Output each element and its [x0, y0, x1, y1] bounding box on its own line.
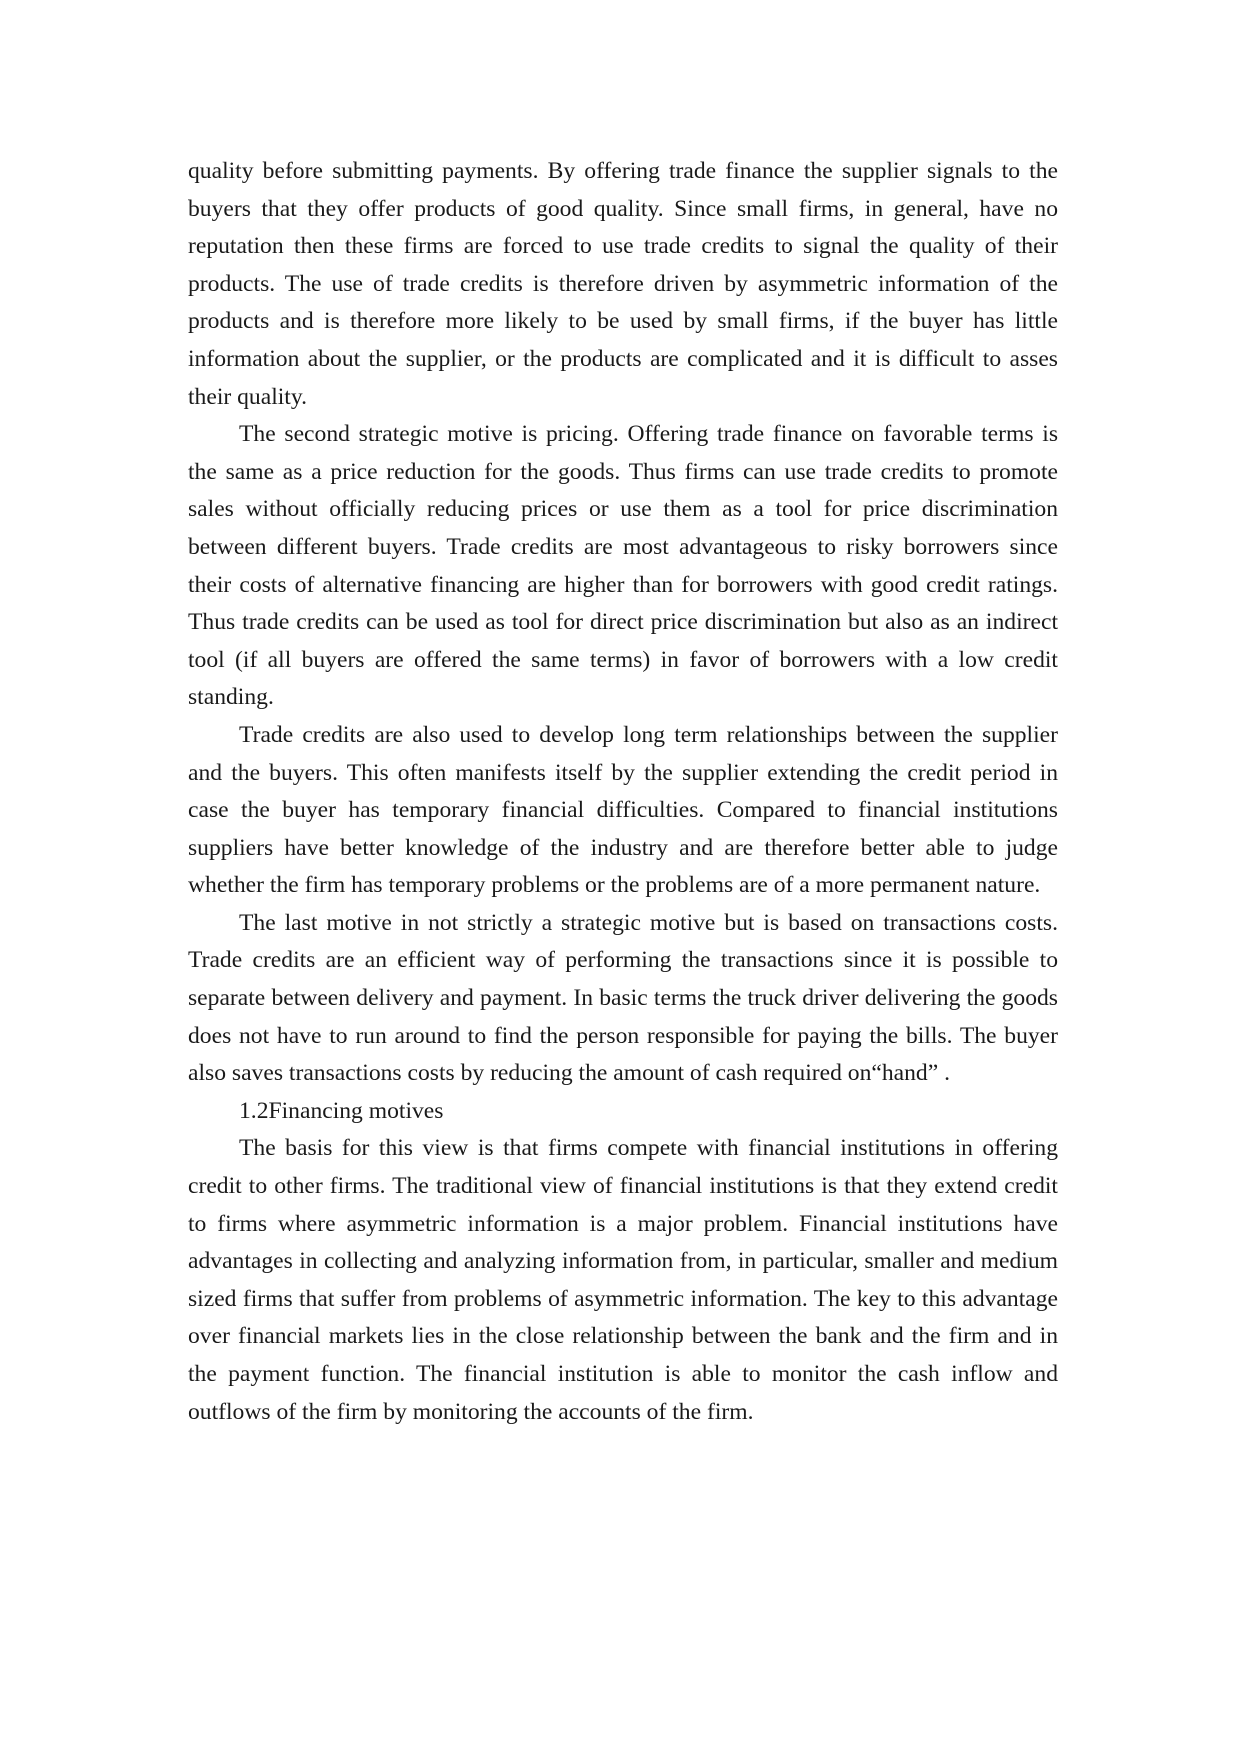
paragraph-financing-motives: The basis for this view is that firms compete with financial institutions in offering credit to other firms. The traditional view of financial institutions is that they extend credit to firms where asymmetric information is a major problem. Financial institutions have advantages in collecting and analyzing information from, in particular, smaller and medium sized firms that suffer from problems of asymmetric information. The key to this advantage over financial markets lies in the close relationship between the bank and the firm and in the payment function. The financial institution is able to monitor the cash inflow and outflows of the firm by monitoring the accounts of the firm. [188, 1135, 1058, 1425]
paragraph-long-term-relationships: Trade credits are also used to develop long term relationships between the supplier and the buyers. This often manifests itself by the supplier extending the credit period in case the buyer has temporary financial difficulties. Compared to financial institutions suppliers have better knowledge of the industry and are therefore better able to judge whether the firm has temporary problems or the problems are of a more permanent nature. [188, 721, 1058, 899]
document-body [188, 153, 1058, 1431]
paragraph-transaction-costs: The last motive in not strictly a strategic motive but is based on transactions costs. Trade credits are an efficient way of performing the transactions since it is possible to separate between delivery and payment. In basic terms the truck driver delivering the goods does not have to run around to find the person responsible for paying the bills. The buyer also saves transactions costs by reducing the amount of cash required on“hand” . [188, 909, 1058, 1087]
paragraph-quality-signal: quality before submitting payments. By offering trade finance the supplier signals to the buyers that they offer products of good quality. Since small firms, in general, have no reputation then these firms are forced to use trade credits to signal the quality of their products. The use of trade credits is therefore driven by asymmetric information of the products and is therefore more likely to be used by small firms, if the buyer has little information about the supplier, or the products are complicated and it is difficult to asses their quality. [188, 158, 1058, 410]
section-heading-financing-motives: 1.2Financing motives [239, 1097, 444, 1124]
paragraph-pricing-motive: The second strategic motive is pricing. Offering trade finance on favorable terms is the same as a price reduction for the goods. Thus firms can use trade credits to promote sales without officially reducing prices or use them as a tool for price discrimination between different buyers. Trade credits are most advantageous to risky borrowers since their costs of alternative financing are higher than for borrowers with good credit ratings. Thus trade credits can be used as tool for direct price discrimination but also as an indirect tool (if all buyers are offered the same terms) in favor of borrowers with a low credit standing. [188, 421, 1058, 711]
